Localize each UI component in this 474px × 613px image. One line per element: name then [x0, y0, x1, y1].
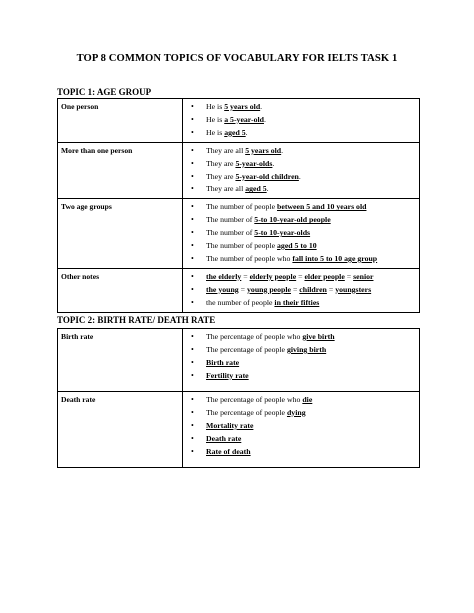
- key-phrase: senior: [353, 271, 374, 281]
- key-phrase: 5-year-old children: [235, 171, 299, 181]
- key-phrase: Rate of death: [206, 446, 251, 456]
- bullet-icon: •: [191, 114, 194, 124]
- key-phrase: young people: [247, 284, 291, 294]
- bullet-icon: •: [191, 297, 194, 307]
- bullet-icon: •: [191, 407, 194, 417]
- item-text: They are: [206, 158, 236, 168]
- key-phrase: give birth: [302, 332, 335, 341]
- item-text: .: [272, 158, 275, 168]
- list-item: [183, 214, 419, 227]
- item-text: .: [263, 114, 266, 124]
- category-label: Other notes: [58, 268, 183, 312]
- bullet-icon: •: [191, 370, 194, 380]
- key-phrase: Birth rate: [206, 357, 240, 367]
- bullet-icon: •: [191, 357, 194, 367]
- item-text: =: [326, 284, 336, 294]
- bullet-icon: •: [191, 171, 194, 181]
- bullet-icon: •: [191, 332, 194, 341]
- list-item: [183, 114, 419, 127]
- bullet-icon: •: [191, 446, 194, 456]
- list-item: [183, 407, 419, 420]
- key-phrase: children: [299, 284, 327, 294]
- key-phrase: Death rate: [206, 433, 242, 443]
- item-text: The number of: [206, 228, 255, 238]
- list-item: [183, 284, 419, 297]
- category-label: One person: [58, 99, 183, 143]
- item-text: They are all: [206, 145, 246, 155]
- bullet-icon: •: [191, 158, 194, 168]
- list-item: [183, 183, 419, 196]
- item-text: The number of people who: [206, 253, 293, 263]
- page-title: TOP 8 COMMON TOPICS OF VOCABULARY FOR IELTS TASK 1: [76, 53, 398, 64]
- item-text: The number of people: [206, 202, 278, 212]
- list-item: [183, 370, 419, 383]
- key-phrase: giving birth: [286, 344, 327, 354]
- item-text: .: [266, 184, 269, 194]
- key-phrase: elderly people: [249, 271, 297, 281]
- item-text: They are all: [206, 184, 246, 194]
- category-label: Death rate: [58, 392, 183, 468]
- topic-2-heading: TOPIC 2: BIRTH RATE/ DEATH RATE: [57, 315, 216, 325]
- list-item: [183, 240, 419, 253]
- item-list: [183, 201, 419, 266]
- item-text: He is: [206, 102, 225, 111]
- list-item: [183, 344, 419, 357]
- bullet-icon: •: [191, 420, 194, 430]
- list-item: [183, 201, 419, 214]
- key-phrase: aged 5: [224, 127, 246, 137]
- key-phrase: between 5 and 10 years old: [277, 202, 367, 212]
- item-list: [183, 101, 419, 140]
- items-cell: [183, 199, 420, 269]
- item-text: .: [281, 145, 284, 155]
- items-cell: [183, 142, 420, 199]
- topic-2-table: [57, 328, 420, 468]
- list-item: [183, 433, 419, 446]
- item-text: =: [296, 271, 305, 281]
- item-text: the number of people: [206, 297, 275, 307]
- category-label: Two age groups: [58, 199, 183, 269]
- bullet-icon: •: [191, 395, 194, 404]
- item-text: .: [298, 171, 301, 181]
- table-row: [58, 199, 420, 269]
- topic-1-heading: TOPIC 1: AGE GROUP: [57, 87, 152, 97]
- category-label: Birth rate: [58, 329, 183, 392]
- key-phrase: dying: [286, 407, 306, 417]
- bullet-icon: •: [191, 228, 194, 238]
- list-item: [183, 357, 419, 370]
- category-label: More than one person: [58, 142, 183, 199]
- item-text: .: [260, 102, 263, 111]
- bullet-icon: •: [191, 241, 194, 251]
- item-text: The percentage of people who: [206, 332, 303, 341]
- bullet-icon: •: [191, 127, 194, 137]
- key-phrase: aged 5: [245, 184, 267, 194]
- list-item: [183, 158, 419, 171]
- key-phrase: Fertility rate: [206, 370, 249, 380]
- bullet-icon: •: [191, 284, 194, 294]
- key-phrase: 5-to 10-year-olds: [254, 228, 311, 238]
- bullet-icon: •: [191, 145, 194, 155]
- bullet-icon: •: [191, 253, 194, 263]
- key-phrase: 5 years old: [245, 145, 282, 155]
- item-list: [183, 331, 419, 383]
- bullet-icon: •: [191, 215, 194, 225]
- items-cell: [183, 268, 420, 312]
- bullet-icon: •: [191, 433, 194, 443]
- item-text: The percentage of people: [206, 344, 287, 354]
- table-row: [58, 268, 420, 312]
- item-list: [183, 271, 419, 310]
- list-item: [183, 145, 419, 158]
- list-item: [183, 227, 419, 240]
- key-phrase: die: [302, 395, 313, 404]
- key-phrase: youngsters: [335, 284, 372, 294]
- item-text: =: [241, 271, 250, 281]
- key-phrase: 5-to 10-year-old people: [254, 215, 331, 225]
- table-row: [58, 99, 420, 143]
- item-text: The percentage of people who: [206, 395, 303, 404]
- list-item: [183, 297, 419, 310]
- key-phrase: elder people: [304, 271, 345, 281]
- table-row: [58, 392, 420, 468]
- item-text: =: [291, 284, 300, 294]
- list-item: [183, 331, 419, 344]
- item-text: =: [238, 284, 248, 294]
- key-phrase: 5 years old: [224, 102, 261, 111]
- list-item: [183, 171, 419, 184]
- item-text: The number of people: [206, 241, 278, 251]
- list-item: [183, 271, 419, 284]
- key-phrase: fall into 5 to 10 age group: [292, 253, 378, 263]
- key-phrase: a 5-year-old: [224, 114, 264, 124]
- item-list: [183, 145, 419, 197]
- key-phrase: in their fifties: [274, 297, 320, 307]
- key-phrase: aged 5 to 10: [277, 241, 317, 251]
- item-text: The percentage of people: [206, 407, 287, 417]
- item-text: .: [245, 127, 248, 137]
- list-item: [183, 253, 419, 266]
- topic-1-table: [57, 98, 420, 313]
- key-phrase: the young: [206, 284, 239, 294]
- table-row: [58, 142, 420, 199]
- item-text: They are: [206, 171, 236, 181]
- item-text: =: [344, 271, 354, 281]
- list-item: [183, 127, 419, 140]
- list-item: [183, 420, 419, 433]
- item-text: The number of: [206, 215, 255, 225]
- item-text: He is: [206, 127, 225, 137]
- items-cell: [183, 392, 420, 468]
- table-row: [58, 329, 420, 392]
- list-item: [183, 101, 419, 114]
- bullet-icon: •: [191, 271, 194, 281]
- bullet-icon: •: [191, 344, 194, 354]
- list-item: [183, 394, 419, 407]
- key-phrase: the elderly: [206, 271, 242, 281]
- item-list: [183, 394, 419, 459]
- item-text: He is: [206, 114, 225, 124]
- list-item: [183, 446, 419, 459]
- items-cell: [183, 329, 420, 392]
- bullet-icon: •: [191, 102, 194, 111]
- items-cell: [183, 99, 420, 143]
- key-phrase: 5-year-olds: [235, 158, 273, 168]
- key-phrase: Mortality rate: [206, 420, 254, 430]
- bullet-icon: •: [191, 184, 194, 194]
- bullet-icon: •: [191, 202, 194, 212]
